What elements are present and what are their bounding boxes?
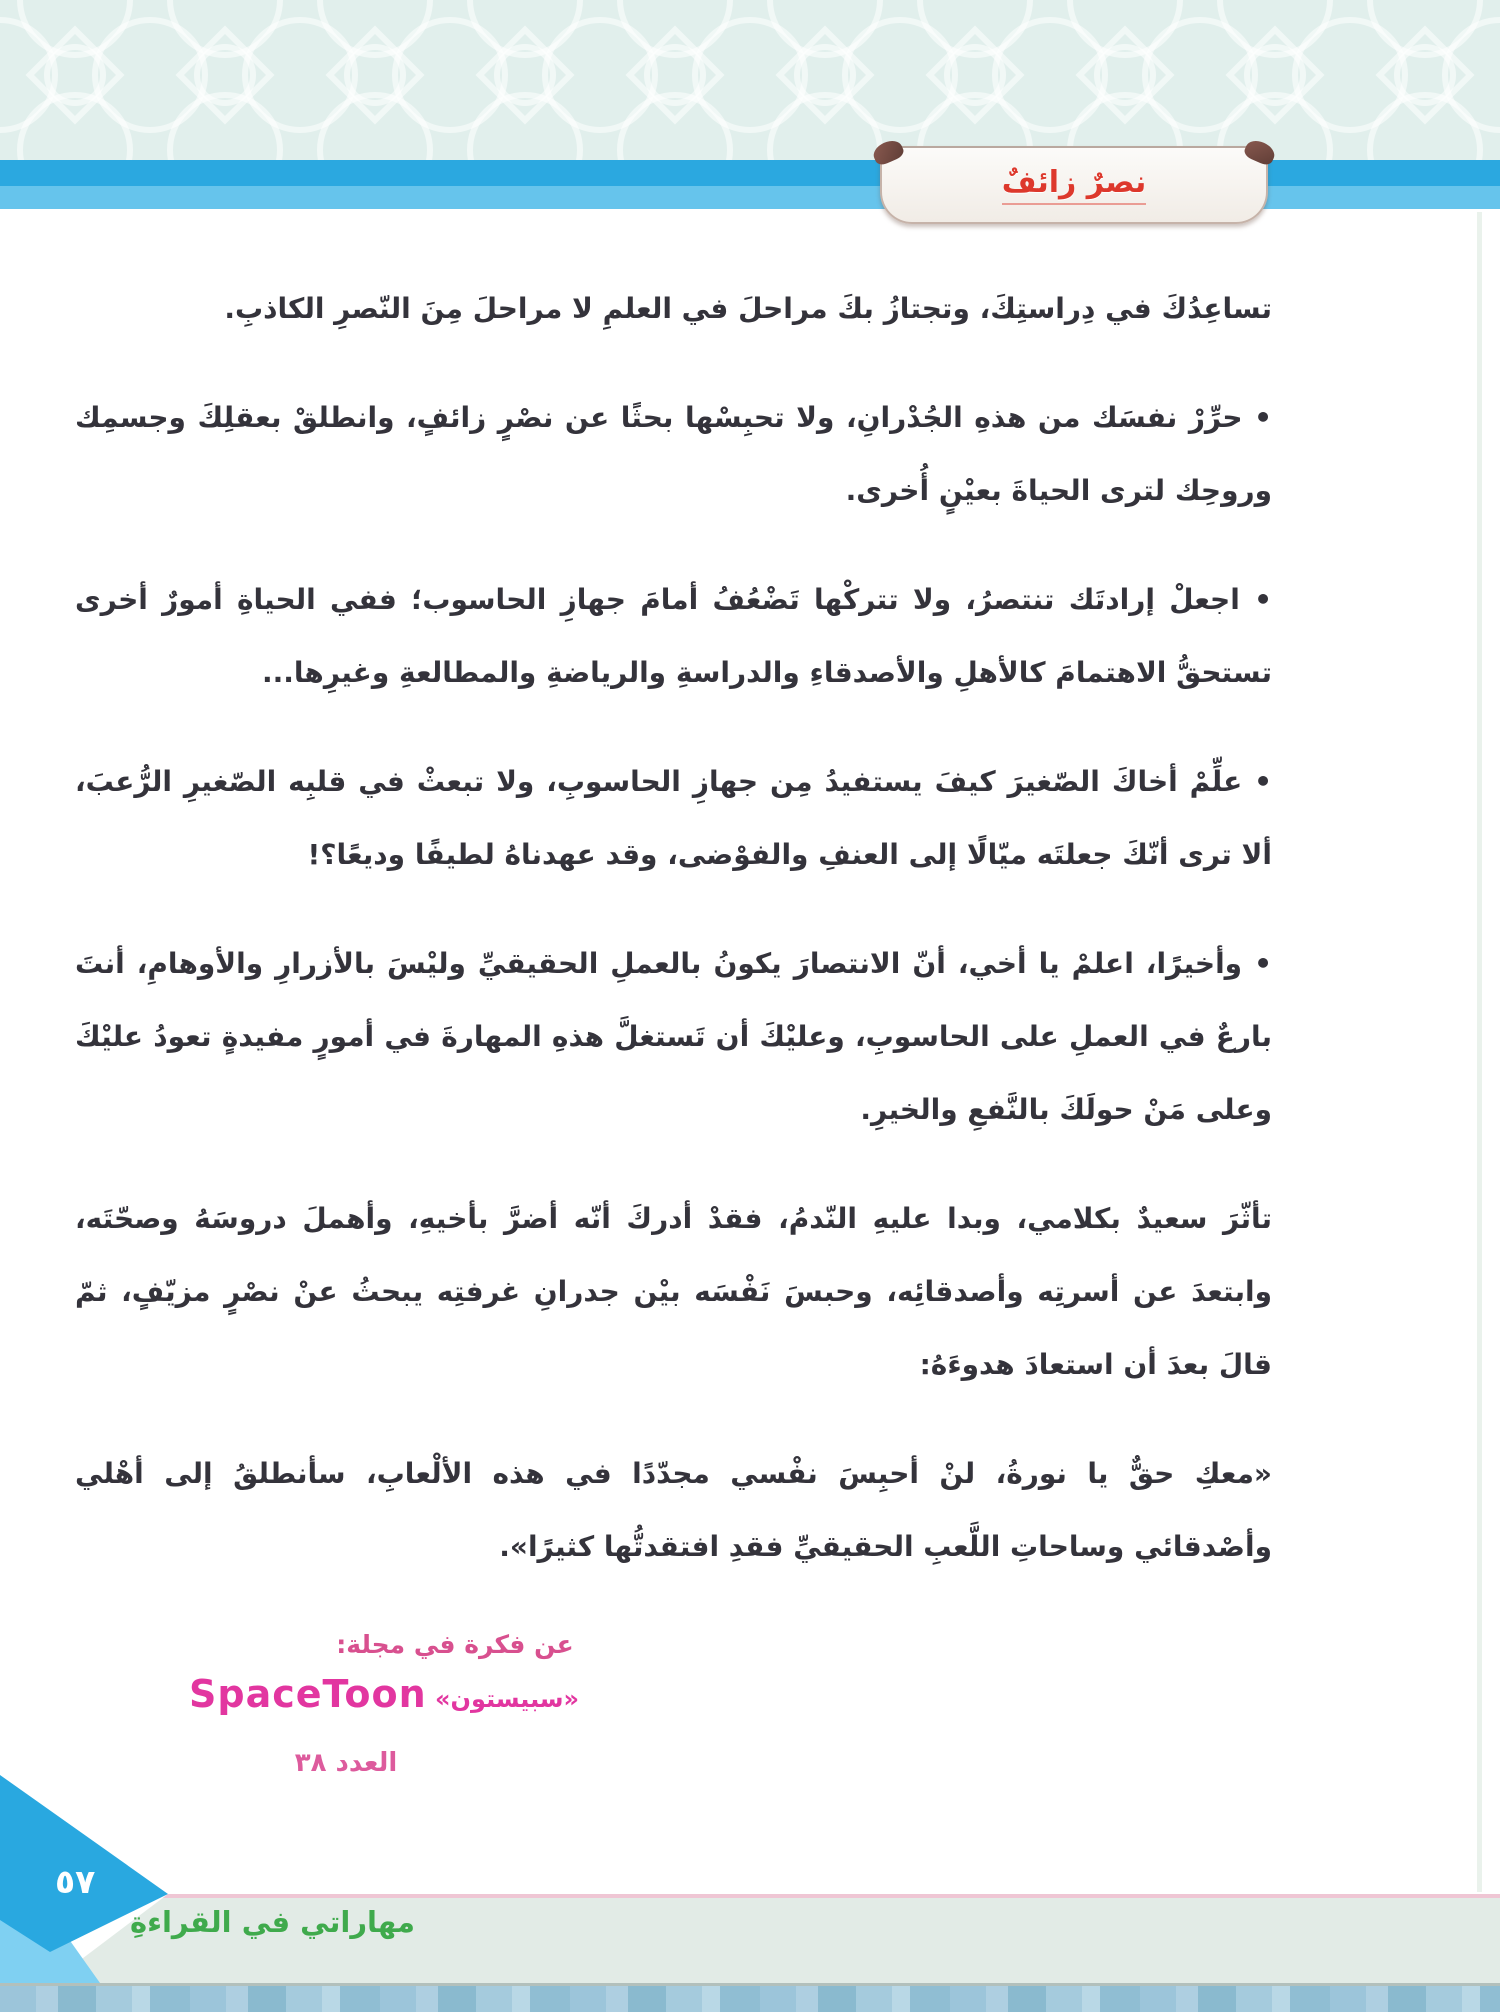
paragraph-continuation: تساعِدُكَ في دِراستِكَ، وتجتازُ بكَ مراحلَ في العلمِ لا مراحلَ مِنَ النّصرِ الكاذبِ. [224, 292, 1272, 325]
footer-pink-line [0, 1894, 1500, 1898]
citation-intro: عن فكرة في مجلة: [336, 1630, 574, 1659]
paragraph-narration: تأثّرَ سعيدٌ بكلامي، وبدا عليهِ النّدمُ، فقدْ أدركَ أنّه أضرَّ بأخيهِ، وأهملَ دروسَهُ وصحّتَه، وابتعدَ عن أسرتِه وأصدقائِه، وحبسَ نَفْسَه بيْن جدرانِ غرفتِه يبحثُ عنْ نصْرٍ مزيّفٍ، ثمّ قالَ بعدَ أن استعادَ هدوءَهُ: [75, 1202, 1272, 1381]
citation-magazine [189, 1672, 579, 1716]
header-stripe-dark [0, 160, 1500, 186]
bullet-paragraph-1: • حرِّرْ نفسَك من هذهِ الجُدْرانِ، ولا تحبِسْها بحثًا عن نصْرٍ زائفٍ، وانطلقْ بعقلِكَ وجسمِك وروحِك لترى الحياةَ بعيْنٍ أُخرى. [75, 401, 1272, 507]
bullet-paragraph-3: • علِّمْ أخاكَ الصّغيرَ كيفَ يستفيدُ مِن جهازِ الحاسوبِ، ولا تبعثْ في قلبِه الصّغيرِ الرُّعبَ، ألا ترى أنّكَ جعلتَه ميّالًا إلى العنفِ والفوْضى، وقد عهدناهُ لطيفًا وديعًا؟! [75, 765, 1272, 871]
lesson-title: نصرٌ زائفٌ [1002, 165, 1146, 205]
bullet-paragraph-4: • وأخيرًا، اعلمْ يا أخي، أنّ الانتصارَ يكونُ بالعملِ الحقيقيِّ وليْسَ بالأزرارِ والأوهامِ، أنتَ بارعٌ في العملِ على الحاسوبِ، وعليْكَ أن تَستغلَّ هذهِ المهارةَ في أمورٍ مفيدةٍ تعودُ عليْكَ وعلى مَنْ حولَكَ بالنَّفعِ والخيرِ. [75, 947, 1272, 1126]
page-edge-line [1477, 212, 1482, 1892]
page-number: ٥٧ [55, 1862, 96, 1901]
page-corner-graphic [0, 1760, 220, 2012]
paragraph-quote: «معكِ حقٌّ يا نورةُ، لنْ أحبِسَ نفْسي مجدّدًا في هذه الألْعابِ، سأنطلقُ إلى أهْلي وأصْدقائي وساحاتِ اللَّعبِ الحقيقيِّ فقدِ افتقدتُّها كثيرًا». [75, 1457, 1272, 1563]
citation-issue: العدد ٣٨ [294, 1748, 398, 1778]
footer-series-label: مهاراتي في القراءةِ [130, 1905, 416, 1939]
header-pattern-band [0, 0, 1500, 160]
citation-magazine-arabic: «سبيستون» [435, 1685, 579, 1713]
arabesque-pattern-icon [0, 0, 1500, 160]
bullet-paragraph-2: • اجعلْ إرادتَك تنتصرُ، ولا تتركْها تَضْعُفُ أمامَ جهازِ الحاسوب؛ ففي الحياةِ أمورٌ أخرى تستحقُّ الاهتمامَ كالأهلِ والأصدقاءِ والدراسةِ والرياضةِ والمطالعةِ وغيرِها... [75, 583, 1272, 689]
lesson-title-tab [880, 146, 1268, 224]
reading-text [75, 272, 1272, 1619]
citation-magazine-latin: SpaceToon [189, 1672, 427, 1716]
bottom-stripes-band [0, 1983, 1500, 2012]
header-stripe-light [0, 186, 1500, 209]
